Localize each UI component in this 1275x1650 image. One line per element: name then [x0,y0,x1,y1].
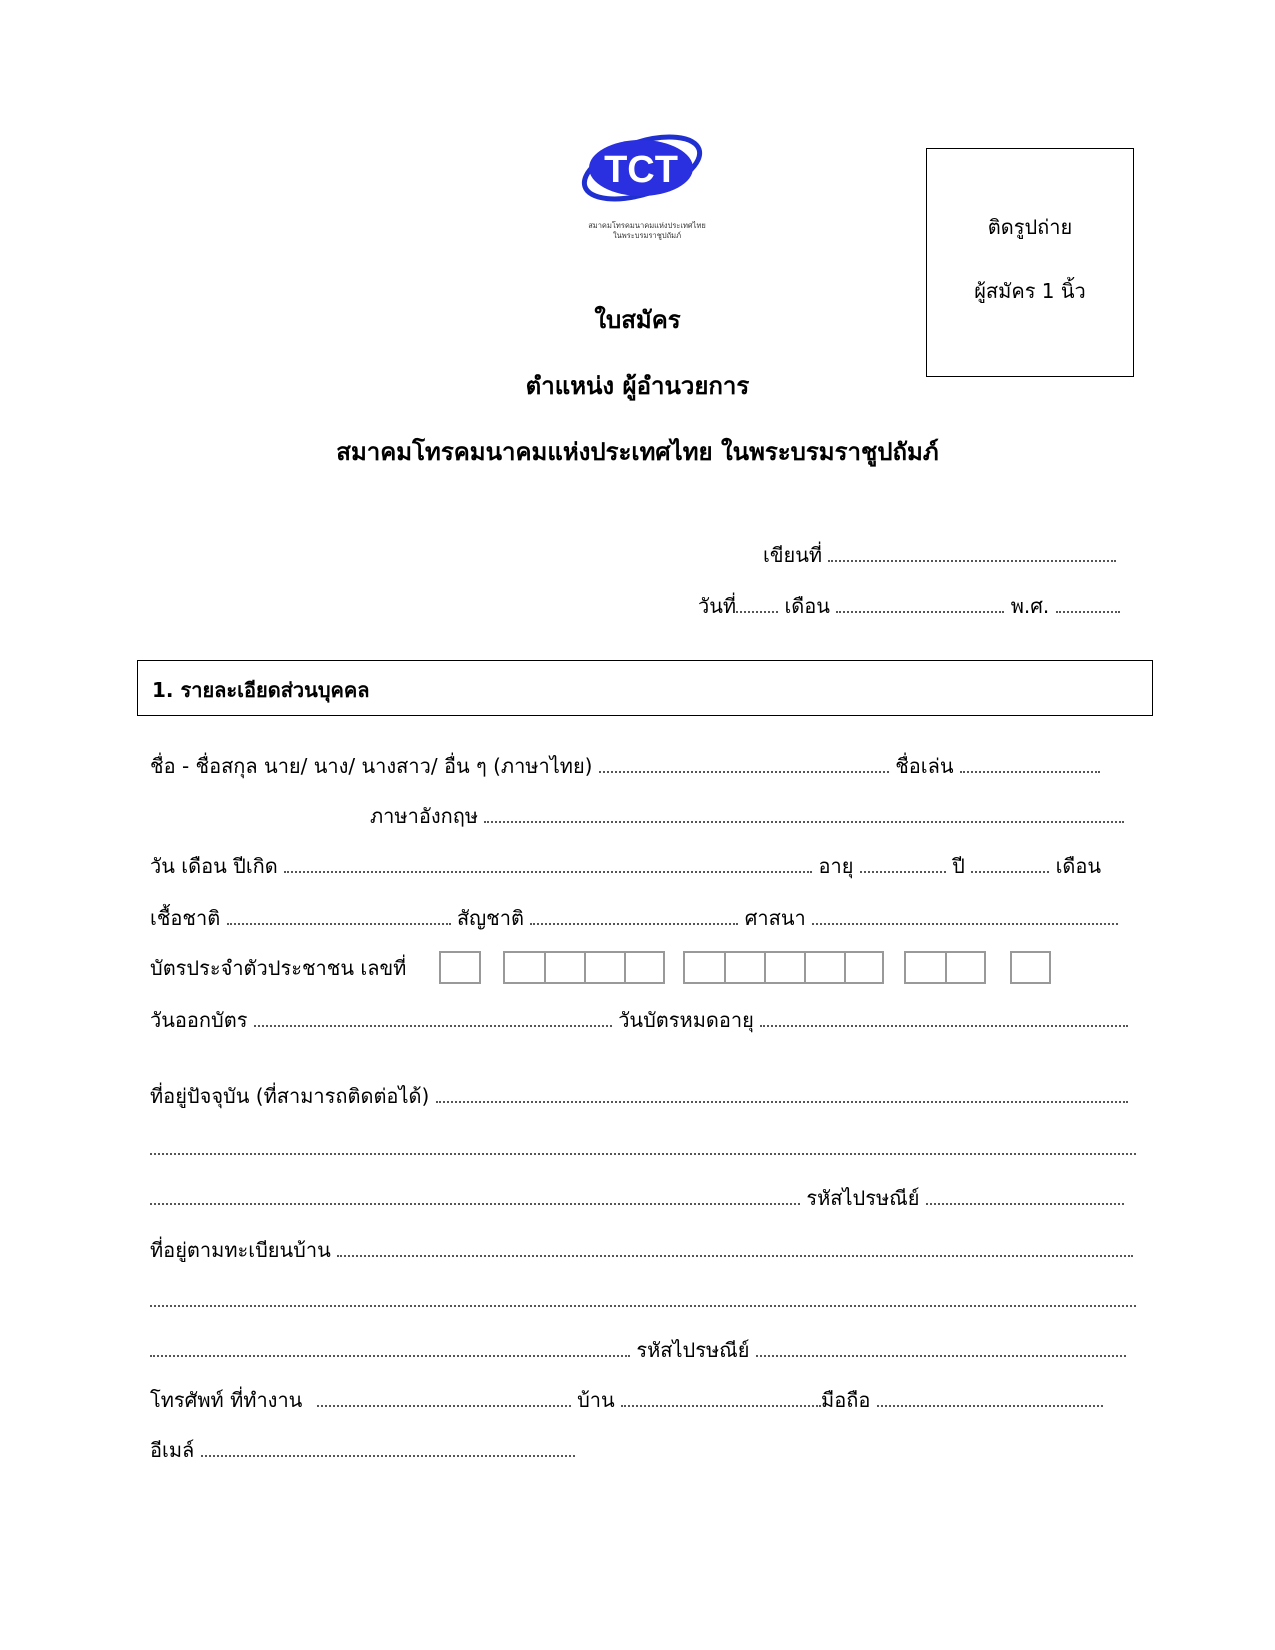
birth-date-label: วัน เดือน ปีเกิด [150,854,278,878]
postal-code-field-2[interactable] [756,1337,1126,1357]
current-address-field-2[interactable] [150,1135,1136,1155]
id-digit-group-3[interactable] [683,951,884,984]
section-title: 1. รายละเอียดส่วนบุคคล [152,678,370,702]
id-card-label: บัตรประจำตัวประชาชน เลขที่ [150,956,407,980]
tct-logo-graphic [567,120,727,260]
issue-date-field[interactable] [254,1007,612,1027]
id-digit-group-2[interactable] [503,951,665,984]
written-at-label: เขียนที่ [763,543,823,567]
registered-address-row-2 [150,1286,1136,1314]
current-address-row-3 [150,1184,1124,1212]
id-digit-group-5[interactable] [1010,951,1051,984]
email-field[interactable] [201,1437,575,1457]
current-address-label: ที่อยู่ปัจจุบัน (ที่สามารถติดต่อได้) [150,1084,430,1108]
expiry-date-field[interactable] [760,1007,1128,1027]
year-field[interactable] [1056,593,1120,613]
organization-title: สมาคมโทรคมนาคมแห่งประเทศไทย ในพระบรมราชูปถัมภ์ [336,438,939,466]
logo-org-line2: ในพระบรมราชูปถัมภ์ [612,231,682,240]
registered-address-field-3[interactable] [150,1337,630,1357]
registered-address-row-3 [150,1336,1126,1364]
day-field[interactable] [736,593,778,613]
expiry-date-label: วันบัตรหมดอายุ [618,1008,754,1032]
current-address-field-1[interactable] [436,1083,1128,1103]
logo-org-line1: สมาคมโทรคมนาคมแห่งประเทศไทย [588,221,706,230]
name-english-row [370,802,1124,830]
home-phone-field[interactable] [621,1387,821,1407]
photo-placeholder-box[interactable] [926,148,1134,377]
ethnicity-field[interactable] [227,905,451,925]
work-phone-label: โทรศัพท์ ที่ทำงาน [150,1388,303,1412]
photo-label-line2: ผู้สมัคร 1 นิ้ว [974,279,1086,303]
email-row [150,1436,575,1464]
ethnicity-label: เชื้อชาติ [150,906,221,930]
nickname-label: ชื่อเล่น [895,754,954,778]
written-at-field[interactable] [828,542,1116,562]
registered-address-field-1[interactable] [337,1237,1133,1257]
birth-date-field[interactable] [284,853,812,873]
mobile-phone-label: มือถือ [821,1388,871,1412]
name-thai-row [150,752,1100,780]
id-digit-group-4[interactable] [904,951,986,984]
photo-label-line1: ติดรูปถ่าย [987,215,1073,239]
month-label: เดือน [784,594,830,618]
email-label: อีเมล์ [150,1438,195,1462]
name-english-field[interactable] [484,803,1124,823]
postal-code-label-2: รหัสไปรษณีย์ [636,1338,750,1362]
tct-logo [567,120,727,260]
day-label: วันที่ [698,594,737,618]
id-digit-group-1[interactable] [439,951,481,984]
name-thai-field[interactable] [599,753,889,773]
postal-code-label-1: รหัสไปรษณีย์ [806,1186,920,1210]
registered-address-field-2[interactable] [150,1287,1136,1307]
form-title: ใบสมัคร [594,306,681,334]
logo-abbr: TCT [604,149,678,191]
phone-row [150,1386,1103,1414]
name-english-label: ภาษาอังกฤษ [370,804,479,828]
registered-address-row [150,1236,1133,1264]
position-title: ตำแหน่ง ผู้อำนวยการ [525,372,750,400]
current-address-row-2 [150,1134,1136,1162]
nationality-field[interactable] [530,905,738,925]
issue-date-label: วันออกบัตร [150,1008,248,1032]
birth-date-row [150,852,1101,880]
months-label: เดือน [1055,854,1102,878]
issue-expiry-row [150,1006,1128,1034]
home-phone-label: บ้าน [577,1388,615,1412]
postal-code-field-1[interactable] [926,1185,1124,1205]
ethnicity-row [150,904,1118,932]
nickname-field[interactable] [960,753,1100,773]
years-label: ปี [952,854,965,878]
date-row [698,592,1120,620]
nationality-label: สัญชาติ [456,906,524,930]
name-thai-label: ชื่อ - ชื่อสกุล นาย/ นาง/ นางสาว/ อื่น ๆ (ภาษาไทย) [150,754,593,778]
age-label: อายุ [818,854,854,878]
age-years-field[interactable] [860,853,946,873]
be-year-label: พ.ศ. [1010,594,1050,618]
religion-label: ศาสนา [744,906,806,930]
current-address-row [150,1082,1128,1110]
work-phone-field[interactable] [317,1387,571,1407]
religion-field[interactable] [812,905,1118,925]
current-address-field-3[interactable] [150,1185,800,1205]
age-months-field[interactable] [971,853,1049,873]
section-personal-details-header [137,660,1153,716]
mobile-phone-field[interactable] [877,1387,1103,1407]
month-field[interactable] [836,593,1004,613]
written-at-row [763,541,1116,569]
registered-address-label: ที่อยู่ตามทะเบียนบ้าน [150,1238,331,1262]
